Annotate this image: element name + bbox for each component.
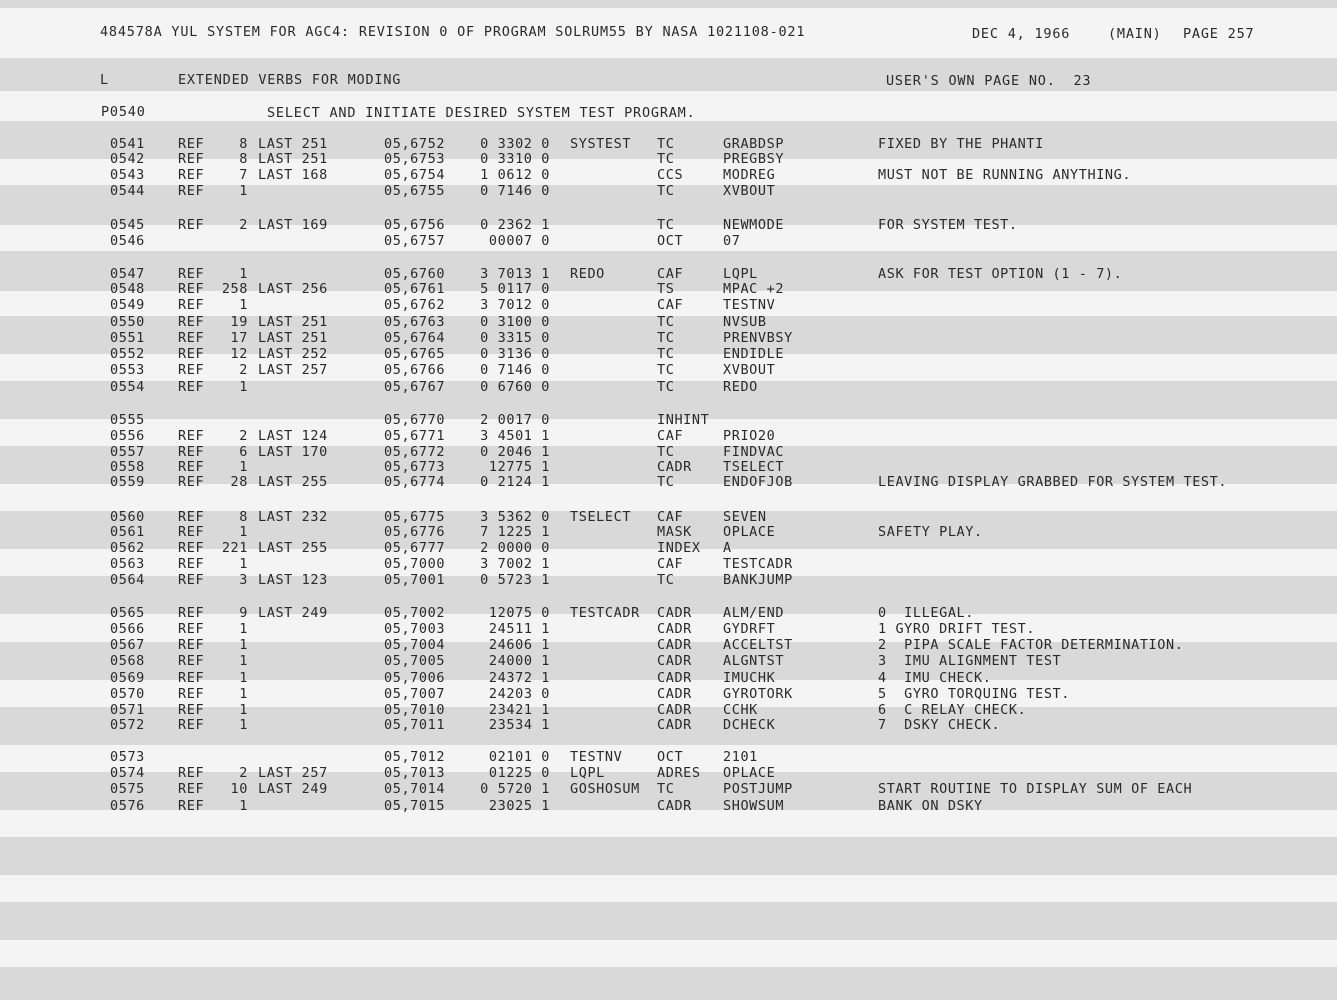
operand: IMUCHK <box>723 670 776 686</box>
address: 05,7012 <box>384 749 446 765</box>
object-code: 24372 1 <box>488 670 550 686</box>
ref-label: REF <box>178 572 205 588</box>
object-code: 3 5362 0 <box>480 509 550 525</box>
last-page: LAST 251 <box>258 330 328 346</box>
object-code: 0 6760 0 <box>480 379 550 395</box>
opcode: TC <box>657 314 675 330</box>
object-code: 3 4501 1 <box>480 428 550 444</box>
ref-count: 1 <box>239 702 248 718</box>
operand: ALM/END <box>723 605 785 621</box>
operand: ALGNTST <box>723 653 785 669</box>
opcode: TC <box>657 183 675 199</box>
object-code: 12075 0 <box>488 605 550 621</box>
comment: 6 C RELAY CHECK. <box>878 702 1027 718</box>
operand: ENDIDLE <box>723 346 785 362</box>
paper-band <box>0 837 1337 875</box>
last-page: LAST 255 <box>258 540 328 556</box>
object-code: 0 3136 0 <box>480 346 550 362</box>
symbol-label: TESTCADR <box>570 605 640 621</box>
object-code: 24000 1 <box>488 653 550 669</box>
line-number: 0560 <box>110 509 145 525</box>
opcode: TC <box>657 444 675 460</box>
ref-count: 6 <box>239 444 248 460</box>
object-code: 0 5720 1 <box>480 781 550 797</box>
line-number: 0568 <box>110 653 145 669</box>
symbol-label: TESTNV <box>570 749 623 765</box>
ref-count: 1 <box>239 686 248 702</box>
address: 05,7004 <box>384 637 446 653</box>
ref-count: 1 <box>239 637 248 653</box>
last-page: LAST 252 <box>258 346 328 362</box>
object-code: 7 1225 1 <box>480 524 550 540</box>
line-number: 0571 <box>110 702 145 718</box>
opcode: CAF <box>657 509 684 525</box>
comment: MUST NOT BE RUNNING ANYTHING. <box>878 167 1132 183</box>
opcode: TC <box>657 330 675 346</box>
ref-label: REF <box>178 167 205 183</box>
object-code: 0 3100 0 <box>480 314 550 330</box>
address: 05,7002 <box>384 605 446 621</box>
line-number: 0548 <box>110 281 145 297</box>
line-number: 0541 <box>110 136 145 152</box>
last-page: LAST 257 <box>258 362 328 378</box>
operand: PREGBSY <box>723 151 785 167</box>
address: 05,7015 <box>384 798 446 814</box>
line-number: 0562 <box>110 540 145 556</box>
listing-date: DEC 4, 1966 <box>972 26 1071 42</box>
last-page: LAST 257 <box>258 765 328 781</box>
address: 05,6771 <box>384 428 446 444</box>
ref-count: 8 <box>239 136 248 152</box>
ref-label: REF <box>178 702 205 718</box>
opcode: CAF <box>657 556 684 572</box>
address: 05,7010 <box>384 702 446 718</box>
ref-count: 258 <box>221 281 248 297</box>
address: 05,7014 <box>384 781 446 797</box>
ref-label: REF <box>178 459 205 475</box>
operand: NVSUB <box>723 314 767 330</box>
ref-label: REF <box>178 217 205 233</box>
comment: 5 GYRO TORQUING TEST. <box>878 686 1071 702</box>
object-code: 24606 1 <box>488 637 550 653</box>
comment: 4 IMU CHECK. <box>878 670 992 686</box>
opcode: TS <box>657 281 675 297</box>
object-code: 24511 1 <box>488 621 550 637</box>
line-number: 0546 <box>110 233 145 249</box>
operand: TESTNV <box>723 297 776 313</box>
ref-label: REF <box>178 781 205 797</box>
object-code: 12775 1 <box>488 459 550 475</box>
line-number: 0561 <box>110 524 145 540</box>
address: 05,7007 <box>384 686 446 702</box>
opcode: INHINT <box>657 412 710 428</box>
symbol-label: GOSHOSUM <box>570 781 640 797</box>
ref-count: 9 <box>239 605 248 621</box>
operand: ACCELTST <box>723 637 793 653</box>
ref-count: 2 <box>239 362 248 378</box>
address: 05,6764 <box>384 330 446 346</box>
symbol-label: LQPL <box>570 765 605 781</box>
listing-page-number: PAGE 257 <box>1183 26 1255 42</box>
line-number: 0556 <box>110 428 145 444</box>
line-number: 0543 <box>110 167 145 183</box>
opcode: TC <box>657 217 675 233</box>
last-page: LAST 232 <box>258 509 328 525</box>
listing-section: (MAIN) <box>1108 26 1162 42</box>
object-code: 23534 1 <box>488 717 550 733</box>
ref-count: 2 <box>239 428 248 444</box>
comment: LEAVING DISPLAY GRABBED FOR SYSTEM TEST. <box>878 474 1228 490</box>
comment: START ROUTINE TO DISPLAY SUM OF EACH <box>878 781 1193 797</box>
address: 05,7006 <box>384 670 446 686</box>
opcode: CADR <box>657 653 692 669</box>
ref-count: 19 <box>230 314 248 330</box>
last-page: LAST 251 <box>258 136 328 152</box>
opcode: CADR <box>657 798 692 814</box>
last-page: LAST 249 <box>258 781 328 797</box>
operand: 07 <box>723 233 741 249</box>
listing-system-line: 484578A YUL SYSTEM FOR AGC4: REVISION 0 OF PROGRAM SOLRUM55 BY NASA 1021108-021 <box>100 24 806 40</box>
address: 05,6754 <box>384 167 446 183</box>
opcode: CADR <box>657 702 692 718</box>
last-page: LAST 251 <box>258 151 328 167</box>
address: 05,6755 <box>384 183 446 199</box>
ref-label: REF <box>178 621 205 637</box>
opcode: ADRES <box>657 765 701 781</box>
ref-label: REF <box>178 653 205 669</box>
ref-count: 1 <box>239 670 248 686</box>
address: 05,6753 <box>384 151 446 167</box>
address: 05,6765 <box>384 346 446 362</box>
address: 05,6772 <box>384 444 446 460</box>
address: 05,6757 <box>384 233 446 249</box>
opcode: CADR <box>657 717 692 733</box>
object-code: 0 3310 0 <box>480 151 550 167</box>
object-code: 3 7012 0 <box>480 297 550 313</box>
line-number: 0559 <box>110 474 145 490</box>
line-number: 0567 <box>110 637 145 653</box>
object-code: 3 7002 1 <box>480 556 550 572</box>
operand: A <box>723 540 732 556</box>
operand: REDO <box>723 379 758 395</box>
operand: TESTCADR <box>723 556 793 572</box>
line-number: 0549 <box>110 297 145 313</box>
ref-count: 1 <box>239 621 248 637</box>
line-number: 0554 <box>110 379 145 395</box>
address: 05,7003 <box>384 621 446 637</box>
address: 05,7000 <box>384 556 446 572</box>
line-number: 0558 <box>110 459 145 475</box>
comment: 0 ILLEGAL. <box>878 605 975 621</box>
ref-label: REF <box>178 346 205 362</box>
operand: DCHECK <box>723 717 776 733</box>
operand: BANKJUMP <box>723 572 793 588</box>
subheader-marker: L <box>100 72 109 88</box>
operand: MPAC +2 <box>723 281 785 297</box>
address: 05,6761 <box>384 281 446 297</box>
last-page: LAST 249 <box>258 605 328 621</box>
last-page: LAST 251 <box>258 314 328 330</box>
paper-band <box>0 0 1337 8</box>
comment: SAFETY PLAY. <box>878 524 983 540</box>
ref-count: 1 <box>239 379 248 395</box>
operand: FINDVAC <box>723 444 785 460</box>
address: 05,6766 <box>384 362 446 378</box>
ref-label: REF <box>178 266 205 282</box>
ref-label: REF <box>178 524 205 540</box>
ref-label: REF <box>178 509 205 525</box>
comment: FIXED BY THE PHANTI <box>878 136 1044 152</box>
opcode: TC <box>657 379 675 395</box>
address: 05,6767 <box>384 379 446 395</box>
ref-label: REF <box>178 136 205 152</box>
last-page: LAST 124 <box>258 428 328 444</box>
object-code: 02101 0 <box>488 749 550 765</box>
operand: OPLACE <box>723 524 776 540</box>
opcode: CAF <box>657 297 684 313</box>
object-code: 01225 0 <box>488 765 550 781</box>
comment: 1 GYRO DRIFT TEST. <box>878 621 1036 637</box>
ref-label: REF <box>178 281 205 297</box>
operand: NEWMODE <box>723 217 785 233</box>
intro-text: SELECT AND INITIATE DESIRED SYSTEM TEST PROGRAM. <box>267 105 696 121</box>
comment: BANK ON DSKY <box>878 798 983 814</box>
ref-count: 10 <box>230 781 248 797</box>
line-number: 0563 <box>110 556 145 572</box>
ref-count: 17 <box>230 330 248 346</box>
ref-label: REF <box>178 717 205 733</box>
address: 05,6763 <box>384 314 446 330</box>
operand: PRIO20 <box>723 428 776 444</box>
opcode: TC <box>657 474 675 490</box>
ref-count: 1 <box>239 183 248 199</box>
opcode: TC <box>657 781 675 797</box>
ref-label: REF <box>178 670 205 686</box>
object-code: 0 3315 0 <box>480 330 550 346</box>
ref-label: REF <box>178 314 205 330</box>
ref-label: REF <box>178 686 205 702</box>
ref-label: REF <box>178 362 205 378</box>
ref-count: 1 <box>239 798 248 814</box>
ref-count: 12 <box>230 346 248 362</box>
line-number: 0566 <box>110 621 145 637</box>
object-code: 23421 1 <box>488 702 550 718</box>
opcode: CAF <box>657 266 684 282</box>
ref-count: 8 <box>239 509 248 525</box>
ref-label: REF <box>178 556 205 572</box>
address: 05,7011 <box>384 717 446 733</box>
operand: SEVEN <box>723 509 767 525</box>
operand: OPLACE <box>723 765 776 781</box>
line-number: 0574 <box>110 765 145 781</box>
object-code: 3 7013 1 <box>480 266 550 282</box>
object-code: 00007 0 <box>488 233 550 249</box>
line-number: 0547 <box>110 266 145 282</box>
opcode: CADR <box>657 670 692 686</box>
ref-count: 8 <box>239 151 248 167</box>
opcode: TC <box>657 572 675 588</box>
ref-label: REF <box>178 605 205 621</box>
opcode: TC <box>657 362 675 378</box>
opcode: CADR <box>657 686 692 702</box>
comment: 2 PIPA SCALE FACTOR DETERMINATION. <box>878 637 1184 653</box>
operand: POSTJUMP <box>723 781 793 797</box>
line-number: 0545 <box>110 217 145 233</box>
ref-count: 1 <box>239 653 248 669</box>
opcode: INDEX <box>657 540 701 556</box>
address: 05,6773 <box>384 459 446 475</box>
line-number: 0569 <box>110 670 145 686</box>
symbol-label: TSELECT <box>570 509 632 525</box>
opcode: TC <box>657 151 675 167</box>
operand: TSELECT <box>723 459 785 475</box>
paper-band <box>0 902 1337 940</box>
object-code: 0 3302 0 <box>480 136 550 152</box>
line-number: 0572 <box>110 717 145 733</box>
address: 05,7013 <box>384 765 446 781</box>
ref-label: REF <box>178 444 205 460</box>
last-page: LAST 169 <box>258 217 328 233</box>
ref-count: 2 <box>239 217 248 233</box>
operand: PRENVBSY <box>723 330 793 346</box>
ref-label: REF <box>178 474 205 490</box>
last-page: LAST 255 <box>258 474 328 490</box>
opcode: MASK <box>657 524 692 540</box>
user-page-number: USER'S OWN PAGE NO. 23 <box>886 73 1092 89</box>
comment: 7 DSKY CHECK. <box>878 717 1001 733</box>
operand: ENDOFJOB <box>723 474 793 490</box>
opcode: CCS <box>657 167 684 183</box>
opcode: CAF <box>657 428 684 444</box>
object-code: 5 0117 0 <box>480 281 550 297</box>
line-number: 0576 <box>110 798 145 814</box>
object-code: 2 0017 0 <box>480 412 550 428</box>
ref-count: 1 <box>239 266 248 282</box>
address: 05,6770 <box>384 412 446 428</box>
paper-band <box>0 967 1337 1000</box>
ref-count: 1 <box>239 717 248 733</box>
ref-label: REF <box>178 765 205 781</box>
opcode: CADR <box>657 605 692 621</box>
object-code: 1 0612 0 <box>480 167 550 183</box>
ref-label: REF <box>178 330 205 346</box>
ref-label: REF <box>178 428 205 444</box>
ref-label: REF <box>178 183 205 199</box>
object-code: 0 7146 0 <box>480 362 550 378</box>
opcode: OCT <box>657 233 684 249</box>
opcode: OCT <box>657 749 684 765</box>
comment: ASK FOR TEST OPTION (1 - 7). <box>878 266 1123 282</box>
ref-count: 2 <box>239 765 248 781</box>
address: 05,6775 <box>384 509 446 525</box>
ref-count: 3 <box>239 572 248 588</box>
operand: 2101 <box>723 749 758 765</box>
intro-label: P0540 <box>101 104 146 120</box>
operand: XVBOUT <box>723 362 776 378</box>
address: 05,6762 <box>384 297 446 313</box>
line-number: 0573 <box>110 749 145 765</box>
operand: GRABDSP <box>723 136 785 152</box>
line-number: 0564 <box>110 572 145 588</box>
ref-count: 221 <box>221 540 248 556</box>
ref-count: 28 <box>230 474 248 490</box>
address: 05,7005 <box>384 653 446 669</box>
operand: CCHK <box>723 702 758 718</box>
object-code: 0 7146 0 <box>480 183 550 199</box>
line-number: 0544 <box>110 183 145 199</box>
ref-count: 1 <box>239 459 248 475</box>
operand: SHOWSUM <box>723 798 785 814</box>
opcode: CADR <box>657 459 692 475</box>
symbol-label: SYSTEST <box>570 136 632 152</box>
ref-label: REF <box>178 540 205 556</box>
last-page: LAST 123 <box>258 572 328 588</box>
comment: 3 IMU ALIGNMENT TEST <box>878 653 1062 669</box>
line-number: 0551 <box>110 330 145 346</box>
object-code: 0 5723 1 <box>480 572 550 588</box>
operand: MODREG <box>723 167 776 183</box>
address: 05,6776 <box>384 524 446 540</box>
ref-count: 1 <box>239 297 248 313</box>
line-number: 0550 <box>110 314 145 330</box>
opcode: TC <box>657 346 675 362</box>
subheader-title: EXTENDED VERBS FOR MODING <box>178 72 402 88</box>
ref-label: REF <box>178 637 205 653</box>
last-page: LAST 170 <box>258 444 328 460</box>
address: 05,6774 <box>384 474 446 490</box>
object-code: 0 2362 1 <box>480 217 550 233</box>
opcode: TC <box>657 136 675 152</box>
address: 05,6777 <box>384 540 446 556</box>
address: 05,7001 <box>384 572 446 588</box>
line-number: 0575 <box>110 781 145 797</box>
opcode: CADR <box>657 621 692 637</box>
line-number: 0542 <box>110 151 145 167</box>
comment: FOR SYSTEM TEST. <box>878 217 1018 233</box>
object-code: 24203 0 <box>488 686 550 702</box>
line-number: 0552 <box>110 346 145 362</box>
line-number: 0570 <box>110 686 145 702</box>
ref-label: REF <box>178 379 205 395</box>
object-code: 0 2124 1 <box>480 474 550 490</box>
address: 05,6760 <box>384 266 446 282</box>
object-code: 23025 1 <box>488 798 550 814</box>
line-number: 0557 <box>110 444 145 460</box>
operand: GYDRFT <box>723 621 776 637</box>
opcode: CADR <box>657 637 692 653</box>
line-number: 0555 <box>110 412 145 428</box>
last-page: LAST 168 <box>258 167 328 183</box>
ref-label: REF <box>178 297 205 313</box>
ref-count: 7 <box>239 167 248 183</box>
symbol-label: REDO <box>570 266 605 282</box>
ref-count: 1 <box>239 556 248 572</box>
address: 05,6756 <box>384 217 446 233</box>
ref-label: REF <box>178 798 205 814</box>
operand: XVBOUT <box>723 183 776 199</box>
ref-count: 1 <box>239 524 248 540</box>
line-number: 0553 <box>110 362 145 378</box>
address: 05,6752 <box>384 136 446 152</box>
operand: LQPL <box>723 266 758 282</box>
operand: GYROTORK <box>723 686 793 702</box>
line-number: 0565 <box>110 605 145 621</box>
ref-label: REF <box>178 151 205 167</box>
object-code: 0 2046 1 <box>480 444 550 460</box>
object-code: 2 0000 0 <box>480 540 550 556</box>
last-page: LAST 256 <box>258 281 328 297</box>
